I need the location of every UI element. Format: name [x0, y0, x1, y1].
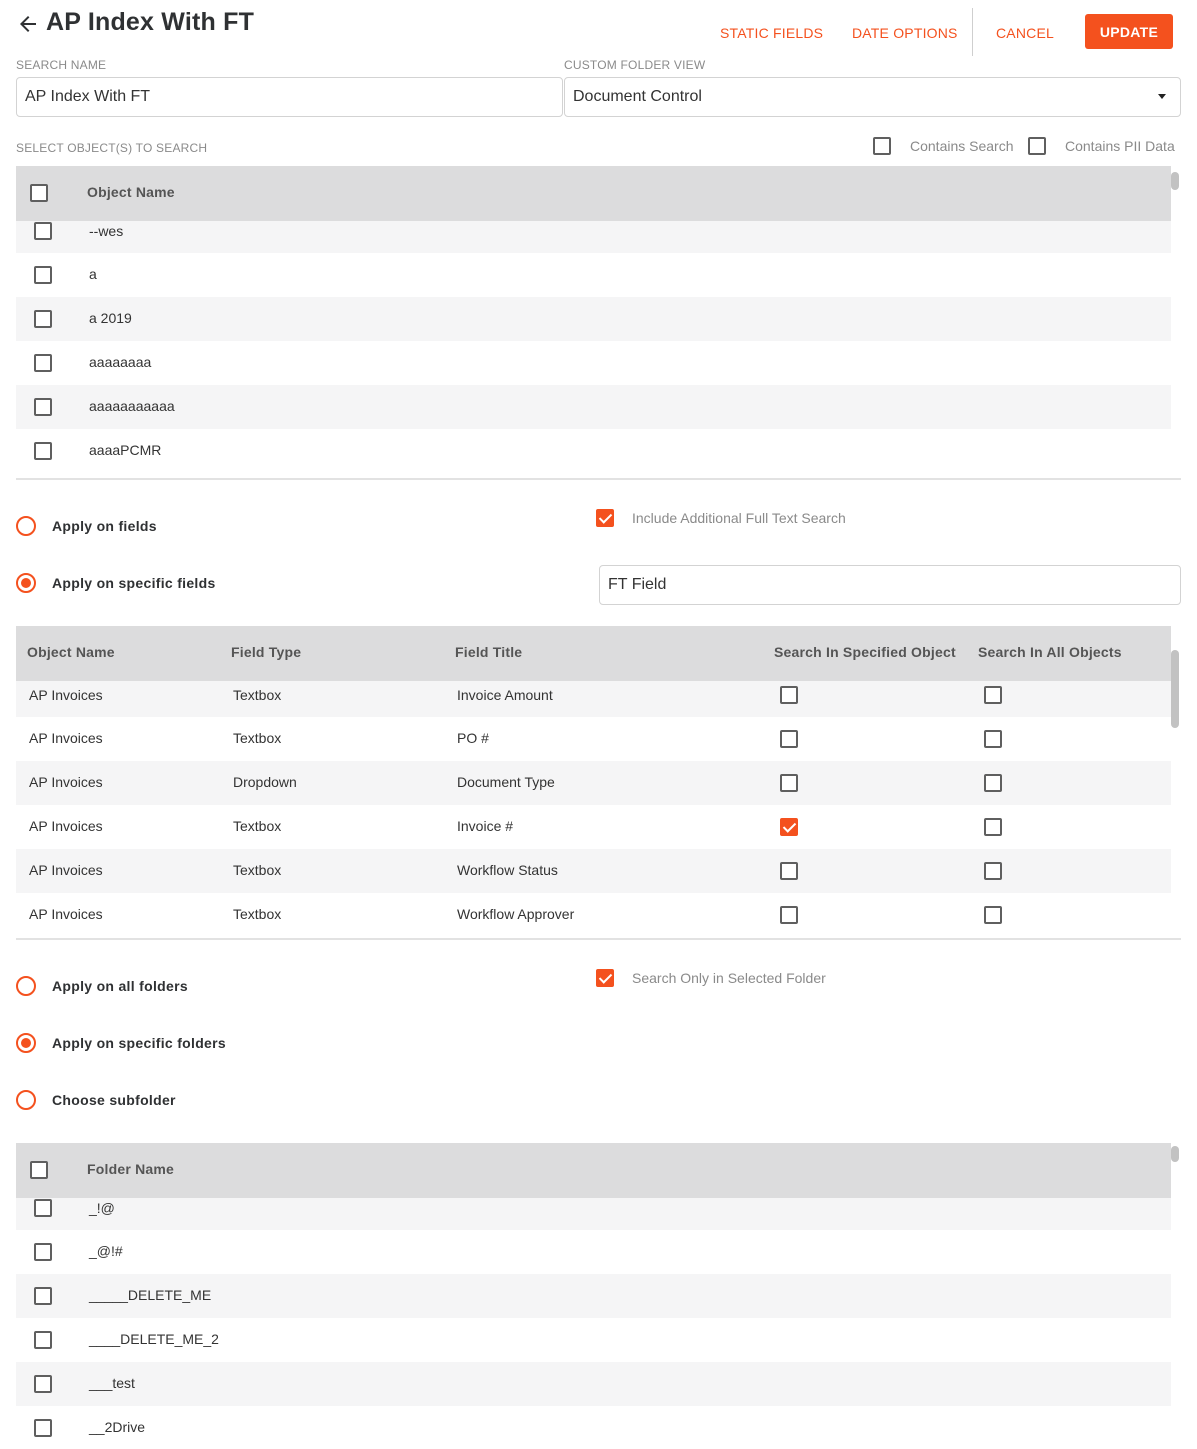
table-row[interactable] [16, 1230, 1171, 1274]
row-checkbox[interactable] [34, 1199, 52, 1217]
objects-scrollbar-thumb[interactable] [1171, 172, 1179, 190]
objects-scrollbar-track[interactable] [1171, 166, 1181, 467]
search-name-label: SEARCH NAME [16, 58, 107, 72]
divider [16, 478, 1181, 480]
table-row[interactable] [16, 253, 1171, 297]
folders-scrollbar-track[interactable] [1171, 1143, 1181, 1449]
divider [16, 938, 1181, 940]
apply-all-folders-label[interactable]: Apply on all folders [52, 978, 188, 994]
folder-name-cell: _!@ [89, 1200, 115, 1216]
row-checkbox[interactable] [34, 266, 52, 284]
table-row[interactable] [16, 1318, 1171, 1362]
contains-search-checkbox-wrap[interactable] [873, 137, 891, 155]
folder-name-header: Folder Name [87, 1161, 174, 1177]
row-checkbox[interactable] [34, 222, 52, 240]
search-all-checkbox[interactable] [984, 730, 1002, 748]
object-name-header: Object Name [87, 184, 175, 200]
field-title-cell: Invoice Amount [457, 687, 553, 703]
table-row[interactable] [16, 1274, 1171, 1318]
table-row[interactable] [16, 429, 1171, 467]
row-checkbox[interactable] [34, 310, 52, 328]
folders-scrollbar-thumb[interactable] [1171, 1146, 1179, 1162]
field-title-cell: Workflow Status [457, 862, 558, 878]
search-all-checkbox[interactable] [984, 862, 1002, 880]
search-only-selected-checkbox-wrap[interactable] [596, 969, 614, 987]
search-specified-checkbox[interactable] [780, 774, 798, 792]
contains-pii-label: Contains PII Data [1065, 138, 1175, 154]
search-specified-checkbox[interactable] [780, 906, 798, 924]
field-type-cell: Textbox [233, 906, 282, 922]
folders-table [16, 1143, 1171, 1449]
objects-table [16, 166, 1171, 467]
folder-name-cell: _@!# [89, 1243, 123, 1259]
search-all-checkbox[interactable] [984, 774, 1002, 792]
folder-name-cell: ___test [89, 1375, 135, 1391]
folders-table-header [16, 1143, 1171, 1198]
apply-specific-folders-radio[interactable] [16, 1033, 36, 1053]
object-name-cell: aaaaaaaa [89, 354, 152, 370]
field-type-cell: Textbox [233, 687, 282, 703]
table-row[interactable] [16, 805, 1171, 849]
search-specified-header[interactable]: Search In Specified Object [774, 644, 956, 660]
field-object-cell: AP Invoices [29, 687, 103, 703]
object-name-cell: --wes [89, 223, 124, 239]
row-checkbox[interactable] [34, 442, 52, 460]
select-objects-label: SELECT OBJECT(S) TO SEARCH [16, 141, 208, 155]
search-only-selected-label: Search Only in Selected Folder [632, 970, 826, 986]
fields-scrollbar-thumb[interactable] [1171, 650, 1179, 728]
date-options-button[interactable]: DATE OPTIONS [852, 18, 958, 48]
apply-on-fields-radio[interactable] [16, 516, 36, 536]
search-all-checkbox[interactable] [984, 906, 1002, 924]
custom-folder-view-select[interactable] [564, 77, 1181, 117]
row-checkbox[interactable] [34, 1419, 52, 1437]
include-full-text-checkbox[interactable] [596, 509, 614, 527]
apply-all-folders-radio-wrap[interactable] [16, 976, 36, 996]
select-all-objects-checkbox[interactable] [30, 184, 48, 202]
row-checkbox[interactable] [34, 1375, 52, 1393]
object-name-cell: a [89, 266, 97, 282]
folder-name-cell: _____DELETE_ME [89, 1287, 212, 1303]
search-all-header[interactable]: Search In All Objects [978, 644, 1122, 660]
apply-on-specific-fields-label[interactable]: Apply on specific fields [52, 575, 216, 591]
field-title-cell: Document Type [457, 774, 555, 790]
field-title-cell: Workflow Approver [457, 906, 575, 922]
field-object-cell: AP Invoices [29, 730, 103, 746]
search-specified-checkbox[interactable] [780, 862, 798, 880]
table-row[interactable] [16, 341, 1171, 385]
field-object-cell: AP Invoices [29, 774, 103, 790]
table-row[interactable] [16, 1406, 1171, 1449]
select-all-folders-checkbox[interactable] [30, 1161, 48, 1179]
search-only-selected-checkbox[interactable] [596, 969, 614, 987]
apply-on-specific-fields-radio[interactable] [16, 573, 36, 593]
choose-subfolder-radio-wrap[interactable] [16, 1090, 36, 1110]
include-full-text-checkbox-wrap[interactable] [596, 509, 614, 527]
table-row[interactable] [16, 893, 1171, 937]
search-name-input[interactable]: AP Index With FT [16, 77, 563, 117]
field-object-cell: AP Invoices [29, 906, 103, 922]
row-checkbox[interactable] [34, 1287, 52, 1305]
contains-pii-checkbox[interactable] [1028, 137, 1046, 155]
object-name-cell: aaaaaaaaaaa [89, 398, 175, 414]
object-name-header[interactable]: Object Name [27, 644, 115, 660]
custom-folder-view-value: Document Control [573, 88, 702, 105]
table-row[interactable] [16, 717, 1171, 761]
update-button[interactable]: UPDATE [1085, 14, 1173, 49]
include-full-text-label: Include Additional Full Text Search [632, 510, 846, 526]
header-divider [972, 8, 973, 56]
contains-search-label: Contains Search [910, 138, 1014, 154]
object-name-cell: a 2019 [89, 310, 132, 326]
table-row[interactable] [16, 761, 1171, 805]
field-type-cell: Textbox [233, 818, 282, 834]
field-object-cell: AP Invoices [29, 818, 103, 834]
choose-subfolder-label[interactable]: Choose subfolder [52, 1092, 176, 1108]
caret-down-icon [1158, 94, 1166, 99]
field-title-cell: PO # [457, 730, 489, 746]
contains-search-checkbox[interactable] [873, 137, 891, 155]
search-all-checkbox[interactable] [984, 686, 1002, 704]
row-checkbox[interactable] [34, 1243, 52, 1261]
field-type-header[interactable]: Field Type [231, 644, 302, 660]
search-specified-checkbox[interactable] [780, 818, 798, 836]
apply-specific-folders-label[interactable]: Apply on specific folders [52, 1035, 226, 1051]
row-checkbox[interactable] [34, 398, 52, 416]
custom-folder-view-label: CUSTOM FOLDER VIEW [564, 58, 706, 72]
fields-table-header [16, 626, 1171, 681]
field-title-header[interactable]: Field Title [455, 644, 523, 660]
folder-name-cell: __2Drive [89, 1419, 146, 1435]
row-checkbox[interactable] [34, 1331, 52, 1349]
row-checkbox[interactable] [34, 354, 52, 372]
back-arrow-icon[interactable] [16, 12, 40, 36]
search-specified-checkbox[interactable] [780, 730, 798, 748]
page-title: AP Index With FT [46, 8, 255, 36]
apply-on-specific-fields-radio-wrap[interactable] [16, 573, 36, 593]
ft-field-input[interactable]: FT Field [599, 565, 1181, 605]
object-name-cell: aaaaPCMR [89, 442, 162, 458]
field-type-cell: Textbox [233, 730, 282, 746]
apply-on-fields-radio-wrap[interactable] [16, 516, 36, 536]
field-title-cell: Invoice # [457, 818, 514, 834]
fields-table [16, 626, 1171, 937]
search-all-checkbox[interactable] [984, 818, 1002, 836]
table-row[interactable] [16, 1362, 1171, 1406]
field-object-cell: AP Invoices [29, 862, 103, 878]
table-row[interactable] [16, 297, 1171, 341]
apply-on-fields-label[interactable]: Apply on fields [52, 518, 157, 534]
field-type-cell: Textbox [233, 862, 282, 878]
apply-specific-folders-radio-wrap[interactable] [16, 1033, 36, 1053]
choose-subfolder-radio[interactable] [16, 1090, 36, 1110]
static-fields-button[interactable]: STATIC FIELDS [720, 18, 823, 48]
contains-pii-checkbox-wrap[interactable] [1028, 137, 1046, 155]
field-type-cell: Dropdown [233, 774, 297, 790]
folder-name-cell: ____DELETE_ME_2 [89, 1331, 219, 1347]
search-specified-checkbox[interactable] [780, 686, 798, 704]
objects-table-header [16, 166, 1171, 221]
table-row[interactable] [16, 849, 1171, 893]
cancel-button[interactable]: CANCEL [996, 18, 1054, 48]
table-row[interactable] [16, 385, 1171, 429]
apply-all-folders-radio[interactable] [16, 976, 36, 996]
